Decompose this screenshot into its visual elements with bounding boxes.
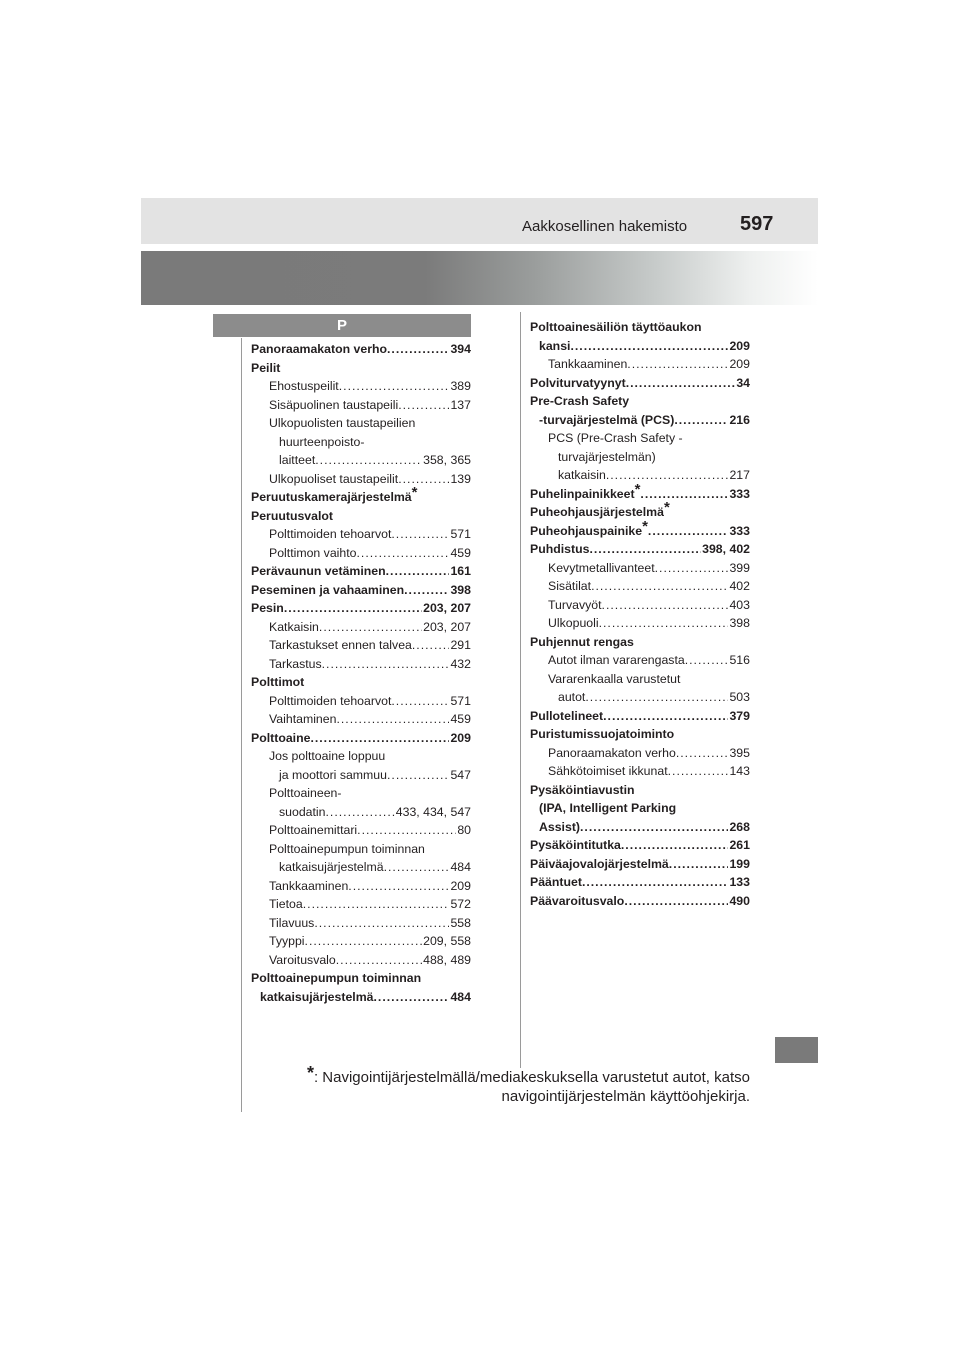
index-entry — [251, 618, 471, 637]
dot-leader — [391, 692, 449, 711]
index-entry — [251, 544, 471, 563]
dot-leader — [336, 710, 449, 729]
index-entry-page: 216 — [729, 412, 750, 427]
index-entry-page: 398 — [450, 582, 471, 597]
index-entry-term: Autot ilman vararengasta — [548, 653, 685, 667]
dot-leader — [685, 651, 729, 670]
index-entry-term: katkaisujärjestelmä — [279, 860, 384, 874]
index-entry-term: Polttoaineen- — [269, 786, 342, 800]
index-entry — [251, 729, 471, 748]
index-entry-page: 137 — [450, 397, 471, 412]
index-entry-term: Puhdistus — [530, 542, 590, 556]
index-entry-page: 209 — [450, 730, 471, 745]
index-entry — [251, 858, 471, 877]
index-entry — [251, 803, 471, 822]
index-column-2 — [530, 318, 750, 910]
dot-leader — [624, 892, 728, 911]
index-entry-page: 398, 402 — [702, 542, 750, 556]
index-entry — [251, 470, 471, 489]
dot-leader — [589, 540, 701, 559]
index-entry-term: Polttoainesäiliön täyttöaukon — [530, 320, 702, 334]
index-entry — [530, 873, 750, 892]
index-entry-page: 484 — [450, 860, 471, 874]
section-title: Aakkosellinen hakemisto — [522, 218, 688, 235]
index-entry — [251, 433, 471, 452]
index-entry — [251, 599, 471, 618]
index-entry — [530, 499, 750, 522]
index-entry — [251, 840, 471, 859]
index-entry-term: Polttoainepumpun toiminnan — [269, 841, 425, 856]
index-entry-term: Katkaisin — [269, 619, 319, 634]
index-entry-page: 459 — [450, 712, 471, 726]
dot-leader — [585, 688, 728, 707]
index-entry-page: 203, 207 — [423, 601, 471, 615]
dot-leader — [398, 470, 449, 489]
index-entry — [530, 818, 750, 837]
index-entry — [251, 451, 471, 470]
index-entry-term: Varoitusvalo — [269, 952, 336, 967]
dot-leader — [603, 707, 728, 726]
index-entry-term: autot — [558, 690, 586, 704]
index-entry — [530, 448, 750, 467]
index-entry — [251, 377, 471, 396]
index-entry-term: Sisätilat — [548, 579, 592, 593]
footnote-line-2: navigointijärjestelmän käyttöohjekirja. — [501, 1088, 750, 1105]
index-entry-term: Pysäköintitutka — [530, 838, 621, 852]
dot-leader — [570, 337, 728, 356]
index-entry — [251, 581, 471, 600]
index-entry-page: 403 — [729, 597, 750, 612]
index-entry-term: Tyyppi — [269, 934, 305, 948]
index-entry-term: Polviturvatyynyt — [530, 375, 626, 390]
index-entry — [530, 651, 750, 670]
index-entry-page: 379 — [729, 708, 750, 723]
index-entry — [251, 747, 471, 766]
index-entry-page: 488, 489 — [423, 952, 471, 967]
index-entry — [530, 633, 750, 652]
index-entry — [530, 480, 750, 504]
index-entry-term: Vararenkaalla varustetut — [548, 671, 681, 686]
dot-leader — [339, 377, 450, 396]
index-entry-page: 432 — [450, 656, 471, 671]
dot-leader — [348, 877, 449, 896]
dot-leader — [669, 855, 729, 874]
footnote-marker: * — [642, 517, 648, 535]
index-entry-term: Peseminen ja vahaaminen — [251, 582, 405, 597]
index-entry-term: ja moottori sammuu — [279, 767, 387, 782]
index-entry-term: Kevytmetallivanteet — [548, 560, 655, 575]
index-entry-term: Pysäköintiavustin — [530, 782, 635, 797]
index-entry-term: (IPA, Intelligent Parking — [539, 801, 677, 815]
index-entry-page: 133 — [729, 875, 750, 889]
index-entry-term: Peruutusvalot — [251, 508, 333, 523]
dot-leader — [384, 858, 450, 877]
dot-leader — [655, 559, 729, 578]
dot-leader — [357, 544, 450, 563]
index-entry-term: Polttoainemittari — [269, 823, 358, 837]
index-entry-term: katkaisin — [558, 468, 606, 482]
index-entry — [530, 670, 750, 689]
index-entry-term: Polttimon vaihto — [269, 545, 357, 560]
dot-leader — [322, 655, 450, 674]
footnote — [250, 1063, 750, 1106]
letter-heading: P — [213, 314, 471, 337]
index-entry — [251, 636, 471, 655]
dot-leader — [580, 818, 728, 837]
index-entry — [530, 355, 750, 374]
index-entry-term: Pre-Crash Safety — [530, 394, 630, 408]
dot-leader — [602, 596, 729, 615]
index-entry — [251, 877, 471, 896]
dot-leader — [373, 988, 449, 1007]
index-entry — [251, 359, 471, 378]
index-entry — [251, 895, 471, 914]
index-entry — [251, 969, 471, 988]
index-entry-page: 333 — [729, 486, 750, 501]
dot-leader — [357, 821, 456, 840]
index-entry-term: Ulkopuolisten taustapeilien — [269, 416, 416, 430]
index-entry-page: 558 — [450, 915, 471, 930]
index-entry-term: Tilavuus — [269, 915, 315, 930]
dot-leader — [398, 396, 449, 415]
dot-leader — [412, 636, 450, 655]
index-entry-term: Puheohjauspainike* — [530, 517, 648, 538]
page-number: 597 — [740, 213, 774, 235]
dot-leader — [386, 562, 450, 581]
dot-leader — [314, 914, 449, 933]
index-entry — [251, 951, 471, 970]
index-entry-page: 268 — [729, 819, 750, 834]
index-entry-term: Peruutuskamerajärjestelmä — [251, 490, 412, 504]
index-entry-term: -turvajärjestelmä (PCS) — [539, 412, 675, 427]
index-entry-page: 484 — [450, 989, 471, 1004]
index-entry-term: Pääntuet — [530, 875, 582, 889]
index-entry-term: Sisäpuolinen taustapeili — [269, 397, 399, 412]
index-entry-page: 209, 558 — [423, 934, 471, 948]
index-entry-term: Tietoa — [269, 897, 303, 911]
decorative-gradient-bar — [141, 251, 818, 305]
index-entry-term: huurteenpoisto- — [279, 434, 365, 449]
index-column-1 — [251, 340, 471, 1006]
index-entry-term: Ehostuspeilit — [269, 379, 339, 393]
index-entry — [251, 562, 471, 581]
index-entry — [530, 799, 750, 818]
index-entry-term: katkaisujärjestelmä — [260, 989, 374, 1004]
index-entry — [530, 540, 750, 559]
dot-leader — [648, 522, 729, 541]
index-entry — [530, 614, 750, 633]
index-entry — [530, 707, 750, 726]
index-entry-term: Tarkastus — [269, 656, 322, 671]
index-entry-page: 503 — [729, 690, 750, 704]
index-entry — [530, 318, 750, 337]
index-entry — [530, 836, 750, 855]
dot-leader — [674, 411, 728, 430]
dot-leader — [387, 340, 449, 359]
index-entry — [251, 414, 471, 433]
index-entry-term: Pesin — [251, 601, 284, 615]
index-entry-page: 358, 365 — [423, 453, 471, 467]
dot-leader — [668, 762, 729, 781]
index-entry — [251, 932, 471, 951]
dot-leader — [591, 577, 728, 596]
index-entry-page: 389 — [450, 379, 471, 393]
index-entry-term: Tankkaaminen — [269, 878, 349, 893]
index-entry-term: Vaihtaminen — [269, 712, 337, 726]
index-entry-term: Pullotelineet — [530, 708, 604, 723]
index-entry-term: Tankkaaminen — [548, 357, 628, 371]
index-entry-page: 261 — [729, 838, 750, 852]
index-entry — [251, 655, 471, 674]
dot-leader — [336, 951, 422, 970]
index-entry-term: Puristumissuojatoiminto — [530, 727, 675, 741]
index-entry-term: Perävaunun vetäminen — [251, 564, 386, 578]
index-entry-term: Turvavyöt — [548, 597, 602, 612]
dot-leader — [582, 873, 729, 892]
index-entry-term: Päiväajovalojärjestelmä — [530, 856, 669, 871]
index-entry-term: Assist) — [539, 819, 581, 834]
index-entry-term: turvajärjestelmän) — [558, 449, 656, 464]
index-entry — [530, 559, 750, 578]
index-entry-term: Tarkastukset ennen talvea — [269, 638, 412, 652]
dot-leader — [305, 932, 423, 951]
dot-leader — [315, 451, 422, 470]
index-entry — [251, 396, 471, 415]
index-entry — [530, 337, 750, 356]
index-entry-page: 80 — [457, 823, 471, 837]
index-entry-term: PCS (Pre-Crash Safety - — [548, 431, 683, 445]
index-entry-term: Polttimoiden tehoarvot — [269, 527, 392, 541]
dot-leader — [606, 466, 729, 485]
index-entry-page: 209 — [450, 878, 471, 893]
column-divider-left — [241, 338, 242, 1112]
index-entry-page: 547 — [450, 767, 471, 782]
index-entry-term: Peilit — [251, 360, 281, 375]
index-entry — [530, 892, 750, 911]
index-entry-term: Polttoaine — [251, 730, 311, 745]
dot-leader — [326, 803, 395, 822]
thumb-index-tab — [775, 1037, 818, 1063]
dot-leader — [640, 485, 728, 504]
index-entry-page: 209 — [729, 338, 750, 353]
footnote-marker: * — [411, 484, 418, 501]
footnote-marker: * — [663, 499, 670, 516]
footnote-marker: * — [634, 480, 641, 498]
index-entry — [251, 821, 471, 840]
index-entry-page: 199 — [729, 856, 750, 871]
index-entry — [251, 525, 471, 544]
index-entry-term: Panoraamakaton verho — [251, 342, 387, 356]
index-entry — [251, 914, 471, 933]
index-entry-term: Puhjennut rengas — [530, 634, 634, 649]
index-entry-term: Ulkopuoli — [548, 616, 599, 630]
index-entry-page: 571 — [450, 527, 471, 541]
dot-leader — [626, 374, 736, 393]
column-divider-middle — [520, 312, 521, 1068]
index-entry — [530, 762, 750, 781]
index-entry — [530, 855, 750, 874]
header-bar — [141, 198, 818, 244]
index-entry-page: 490 — [729, 893, 750, 908]
index-entry-term: Polttimoiden tehoarvot — [269, 693, 392, 708]
index-entry — [530, 725, 750, 744]
index-entry-page: 398 — [729, 616, 750, 630]
index-entry-term: Jos polttoaine loppuu — [269, 749, 386, 763]
index-entry — [530, 374, 750, 393]
index-entry-term: kansi — [539, 338, 571, 353]
index-entry-page: 394 — [450, 342, 471, 356]
index-entry — [251, 340, 471, 359]
index-entry — [530, 596, 750, 615]
index-entry — [530, 517, 750, 541]
index-entry — [530, 411, 750, 430]
index-entry-page: 143 — [729, 764, 750, 778]
footnote-star: * — [306, 1063, 314, 1083]
index-entry-page: 571 — [450, 693, 471, 708]
index-entry — [530, 781, 750, 800]
index-entry-page: 217 — [729, 468, 750, 482]
index-entry-term: Päävaroitusvalo — [530, 893, 625, 908]
index-entry-page: 433, 434, 547 — [395, 804, 471, 819]
index-entry-page: 203, 207 — [423, 619, 471, 634]
index-entry-page: 399 — [729, 560, 750, 575]
dot-leader — [621, 836, 729, 855]
index-entry — [530, 744, 750, 763]
index-entry-page: 333 — [729, 523, 750, 538]
index-entry — [530, 429, 750, 448]
index-entry-term: Puheohjausjärjestelmä — [530, 505, 664, 519]
index-entry-term: Panoraamakaton verho — [548, 745, 676, 760]
index-entry — [251, 710, 471, 729]
index-entry — [251, 692, 471, 711]
index-entry — [251, 673, 471, 692]
dot-leader — [391, 525, 449, 544]
index-entry-page: 34 — [736, 375, 750, 390]
index-entry-term: suodatin — [279, 804, 326, 819]
index-entry-term: Sähkötoimiset ikkunat — [548, 764, 668, 778]
index-entry-page: 139 — [450, 471, 471, 486]
dot-leader — [676, 744, 729, 763]
index-entry — [251, 784, 471, 803]
index-entry-term: laitteet — [279, 453, 316, 467]
dot-leader — [310, 729, 449, 748]
index-entry — [530, 688, 750, 707]
dot-leader — [404, 581, 449, 600]
index-entry-page: 161 — [450, 564, 471, 578]
index-entry — [251, 484, 471, 507]
index-entry — [251, 988, 471, 1007]
dot-leader — [387, 766, 449, 785]
footnote-line-1 — [250, 1063, 750, 1087]
index-entry-page: 402 — [729, 579, 750, 593]
dot-leader — [319, 618, 422, 637]
index-entry-page: 572 — [450, 897, 471, 911]
index-entry — [251, 507, 471, 526]
index-entry-page: 209 — [729, 357, 750, 371]
dot-leader — [599, 614, 729, 633]
index-entry — [251, 766, 471, 785]
index-entry-term: Polttimot — [251, 675, 305, 689]
index-entry — [530, 392, 750, 411]
index-entry-term: Puhelinpainikkeet* — [530, 480, 641, 501]
index-entry-page: 516 — [729, 653, 750, 667]
dot-leader — [303, 895, 450, 914]
index-entry-page: 459 — [450, 545, 471, 560]
dot-leader — [284, 599, 422, 618]
index-entry-term: Ulkopuoliset taustapeilit — [269, 471, 399, 486]
dot-leader — [627, 355, 728, 374]
index-entry-page: 395 — [729, 745, 750, 760]
index-entry — [530, 577, 750, 596]
index-entry-term: Polttoainepumpun toiminnan — [251, 971, 422, 985]
index-entry-page: 291 — [450, 638, 471, 652]
footnote-text-1: : Navigointijärjestelmällä/mediakeskuksella varustetut autot, katso — [313, 1069, 750, 1086]
